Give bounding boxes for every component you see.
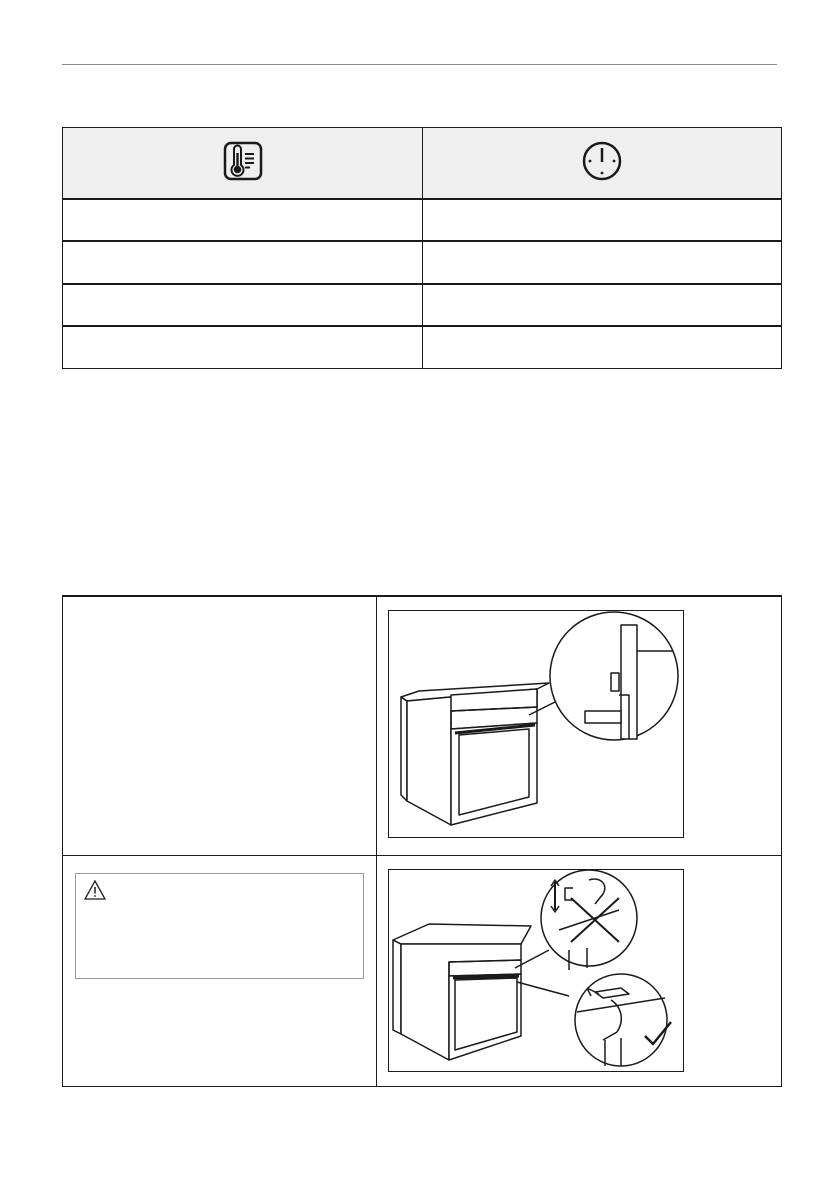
warning-triangle-icon <box>84 880 106 905</box>
food-sensor-thermometer-icon <box>223 141 263 186</box>
table-cell <box>423 199 781 241</box>
table-cell <box>63 284 422 326</box>
table-cell <box>63 326 422 368</box>
header-cell-temperature <box>63 128 422 199</box>
table-cell <box>423 284 781 326</box>
table-cell <box>423 241 781 283</box>
top-rule <box>62 64 777 65</box>
oven-door-lock-detail-illustration <box>388 610 684 838</box>
table-cell <box>423 326 781 368</box>
table-cell <box>63 199 422 241</box>
column-divider <box>376 597 377 1086</box>
table-cell <box>63 241 422 283</box>
clock-icon <box>581 140 623 187</box>
door-lock-instructions-table <box>62 595 782 1087</box>
header-cell-time <box>423 128 781 199</box>
sensor-time-table <box>62 127 782 369</box>
oven-door-lock-usage-illustration <box>388 869 684 1072</box>
warning-box <box>75 873 364 979</box>
row-divider <box>63 855 781 856</box>
